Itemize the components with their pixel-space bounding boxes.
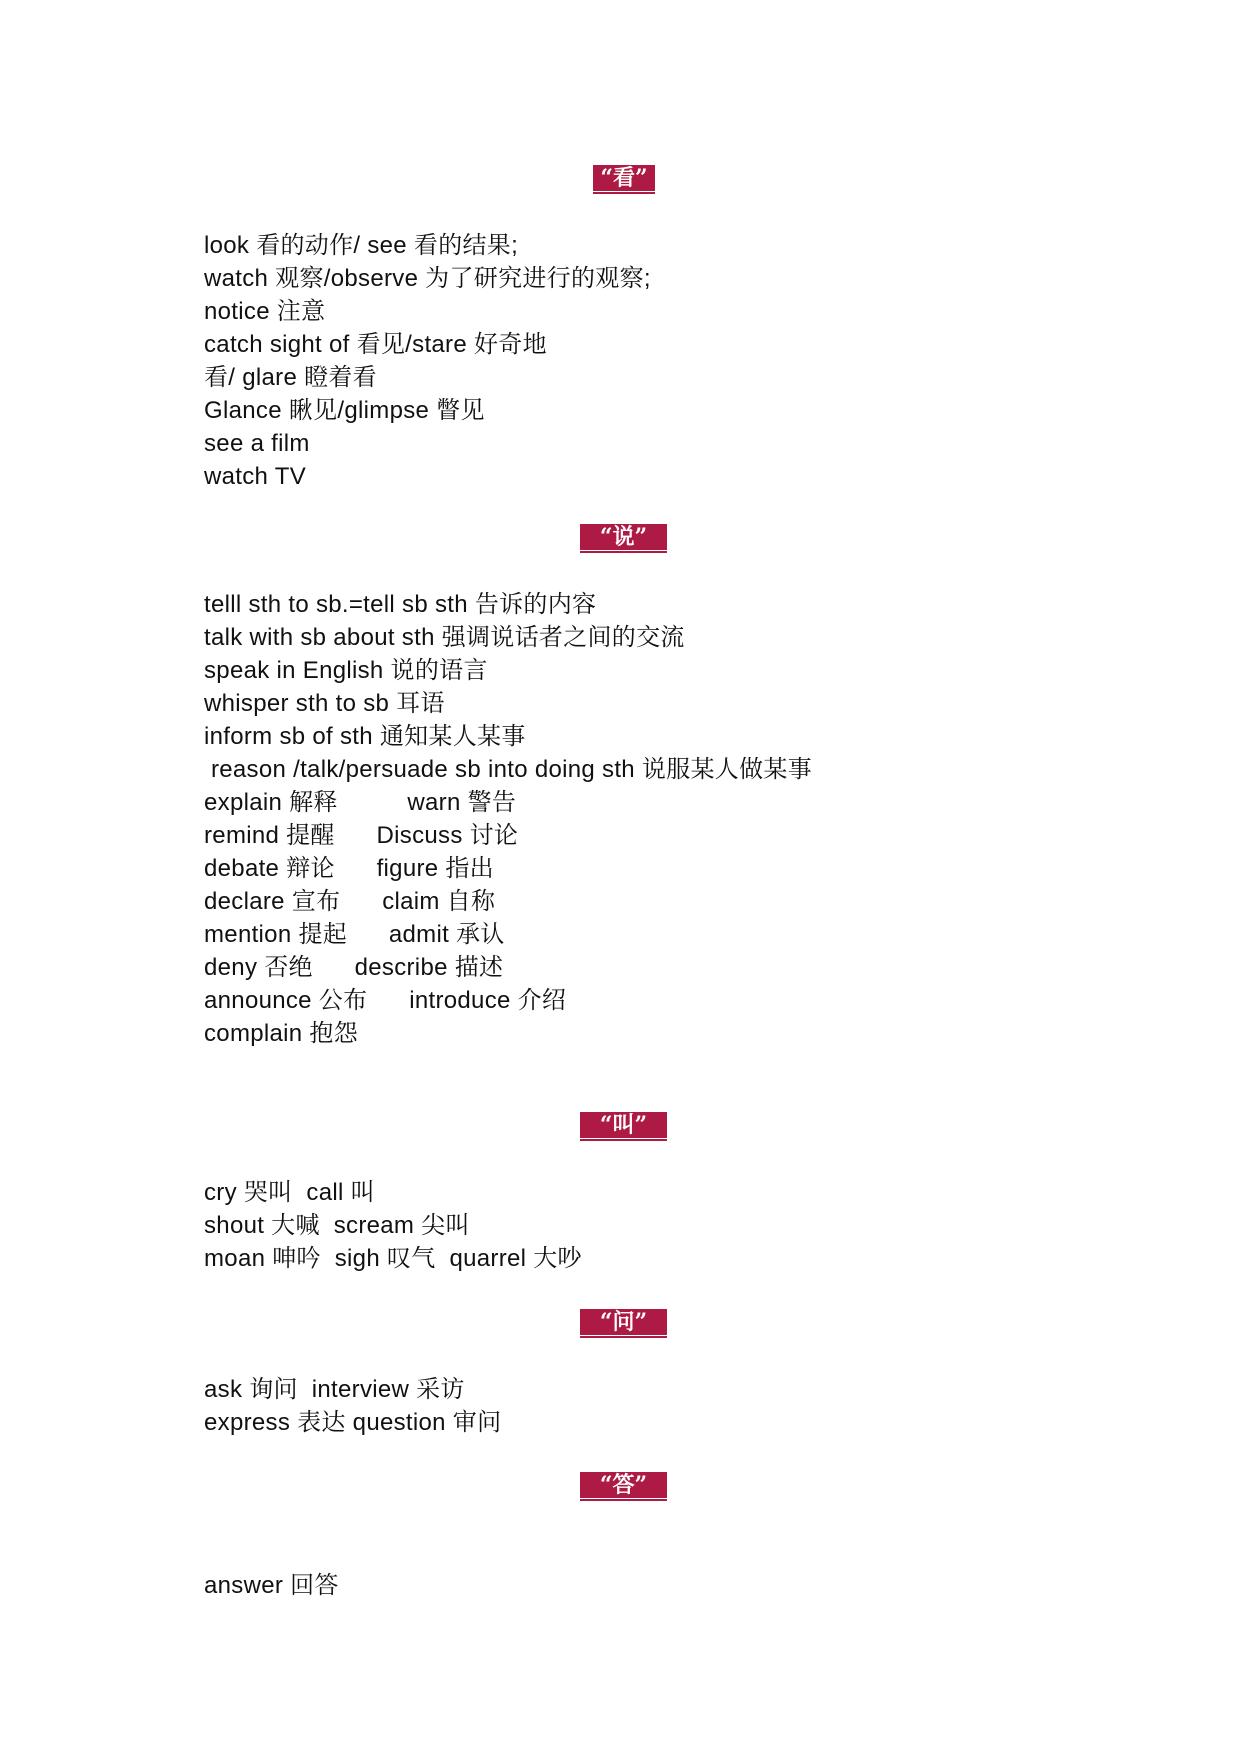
vocab-line: Glance 瞅见/glimpse 瞥见 (204, 397, 485, 424)
section-list-ask (204, 1373, 501, 1439)
vocab-line: remind 提醒 Discuss 讨论 (204, 822, 519, 849)
vocab-line: explain 解释 warn 警告 (204, 789, 517, 816)
vocab-line: declare 宣布 claim 自称 (204, 888, 496, 915)
vocab-line: inform sb of sth 通知某人某事 (204, 723, 526, 750)
vocab-line: 看/ glare 瞪着看 (204, 364, 377, 391)
vocab-line: catch sight of 看见/stare 好奇地 (204, 331, 547, 358)
vocab-line: answer 回答 (204, 1572, 339, 1599)
vocab-line: see a film (204, 430, 310, 457)
vocab-line: express 表达 question 审问 (204, 1409, 502, 1436)
section-heading-ask: “问” (580, 1309, 667, 1335)
vocab-line: watch TV (204, 463, 306, 490)
section-list-look (204, 229, 651, 493)
vocab-line: speak in English 说的语言 (204, 657, 488, 684)
vocab-line: watch 观察/observe 为了研究进行的观察; (204, 265, 651, 292)
vocab-line: talk with sb about sth 强调说话者之间的交流 (204, 624, 685, 651)
vocab-line: telll sth to sb.=tell sb sth 告诉的内容 (204, 591, 597, 618)
vocab-line: announce 公布 introduce 介绍 (204, 987, 567, 1014)
vocab-line: notice 注意 (204, 298, 326, 325)
vocab-line: shout 大喊 scream 尖叫 (204, 1212, 470, 1239)
vocab-line: reason /talk/persuade sb into doing sth 说服某人做某事 (204, 756, 813, 783)
vocab-line: deny 否绝 describe 描述 (204, 954, 504, 981)
section-list-say (204, 588, 812, 1050)
vocab-line: debate 辩论 figure 指出 (204, 855, 494, 882)
vocab-line: mention 提起 admit 承认 (204, 921, 505, 948)
vocab-line: cry 哭叫 call 叫 (204, 1179, 375, 1206)
section-heading-answer: “答” (580, 1472, 667, 1498)
vocab-line: ask 询问 interview 采访 (204, 1376, 465, 1403)
section-list-answer (204, 1569, 339, 1602)
vocab-line: moan 呻吟 sigh 叹气 quarrel 大吵 (204, 1245, 582, 1272)
section-heading-look: “看” (593, 165, 655, 191)
section-heading-say: “说” (580, 524, 667, 550)
vocab-line: complain 抱怨 (204, 1020, 359, 1047)
vocab-line: look 看的动作/ see 看的结果; (204, 232, 519, 259)
section-list-call (204, 1176, 582, 1275)
vocab-line: whisper sth to sb 耳语 (204, 690, 445, 717)
section-heading-call: “叫” (580, 1112, 667, 1138)
